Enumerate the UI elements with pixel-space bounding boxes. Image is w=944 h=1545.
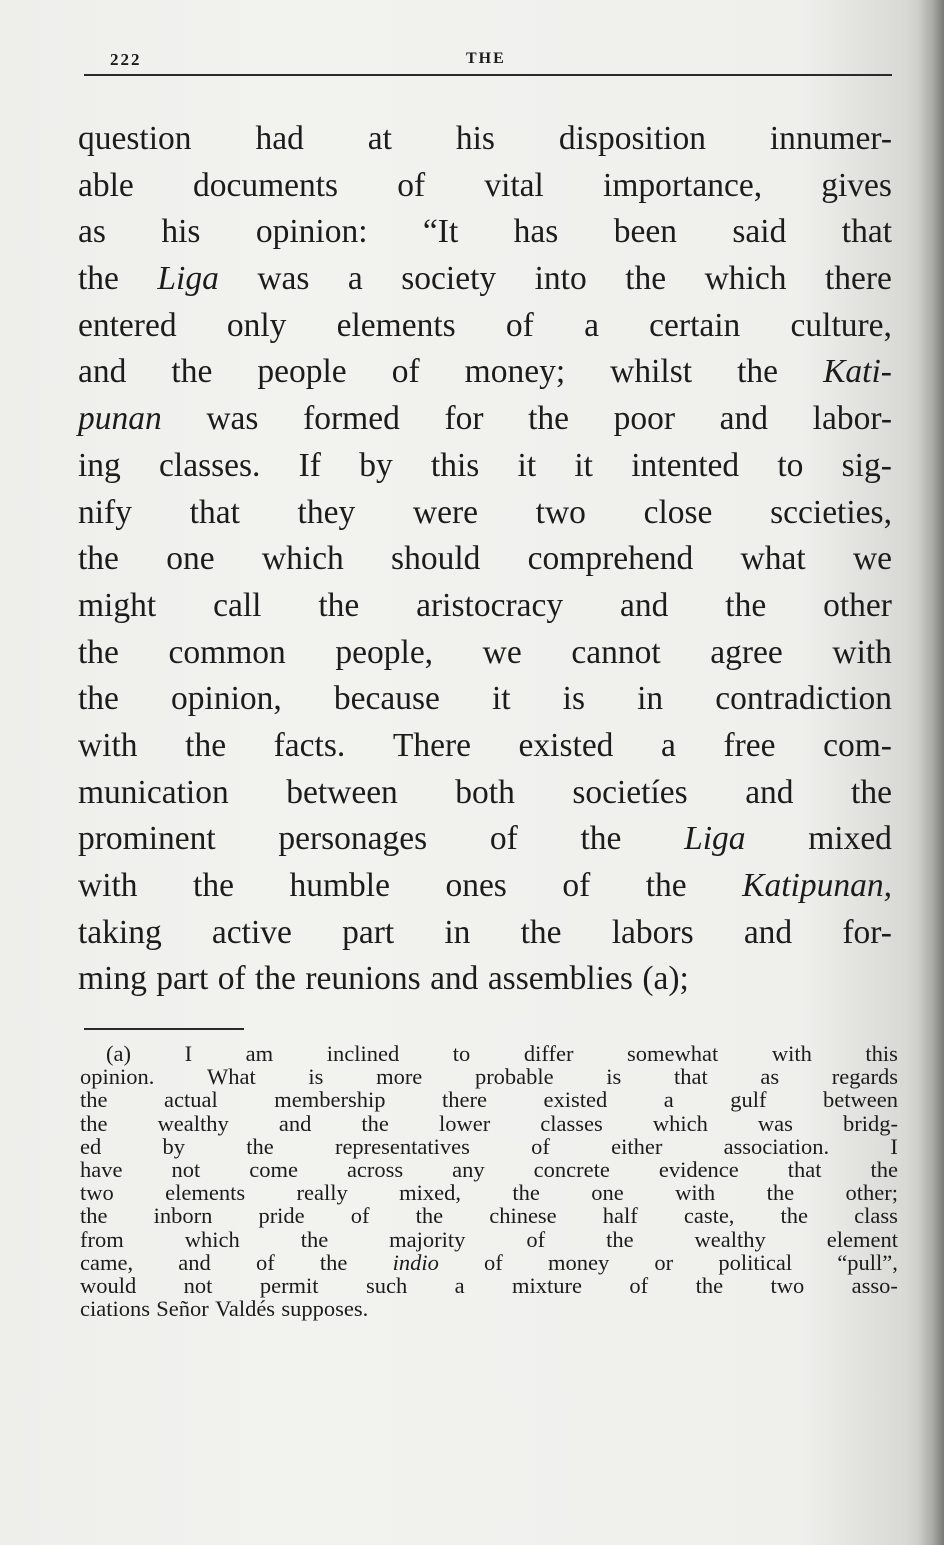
- word: opinion,: [171, 680, 282, 718]
- word: supposes.: [281, 1296, 369, 1322]
- footnote-line: [80, 1274, 898, 1297]
- word: that: [189, 493, 240, 531]
- word: for-: [842, 913, 892, 951]
- footnote-line: [80, 1042, 898, 1065]
- word: wealthy: [694, 1226, 766, 1252]
- word: which: [652, 1110, 708, 1136]
- word: the: [415, 1203, 444, 1229]
- word: for: [444, 400, 484, 438]
- word: of: [217, 960, 246, 998]
- word: have: [80, 1156, 123, 1182]
- word: of: [526, 1226, 546, 1252]
- word: one: [591, 1180, 624, 1206]
- word: There: [392, 726, 471, 764]
- word: cannot: [571, 633, 661, 671]
- footnote-line: [80, 1112, 898, 1135]
- word: the: [512, 1180, 540, 1206]
- footnote-line: [80, 1251, 898, 1274]
- word: the: [171, 353, 213, 391]
- word: has: [513, 213, 559, 251]
- word: prominent: [78, 820, 216, 858]
- word: the: [528, 400, 570, 438]
- word: nify: [78, 493, 132, 531]
- word: of: [489, 820, 518, 858]
- word: should: [391, 540, 481, 578]
- footnote-line: [80, 1228, 898, 1251]
- word: other: [823, 586, 892, 624]
- word: to: [452, 1041, 471, 1066]
- word: with: [78, 867, 138, 904]
- word: of: [391, 353, 420, 391]
- word: Liga: [157, 260, 219, 298]
- word: assemblies: [487, 960, 633, 998]
- word: opinion.: [80, 1064, 155, 1090]
- word: it: [574, 446, 593, 484]
- word: more: [376, 1064, 423, 1090]
- word: any: [452, 1156, 485, 1182]
- word: the: [80, 1110, 108, 1136]
- word: was: [206, 400, 259, 438]
- word: or: [654, 1249, 674, 1275]
- word: other;: [845, 1180, 898, 1206]
- word: had: [255, 120, 304, 157]
- word: sig-: [841, 446, 892, 484]
- word: and: [745, 773, 794, 811]
- footnote: [80, 1042, 898, 1320]
- word: ing: [78, 446, 121, 484]
- word: two: [770, 1272, 805, 1298]
- word: from: [80, 1226, 124, 1252]
- body-text: [78, 116, 892, 1003]
- word: (a): [106, 1041, 131, 1066]
- word: into: [534, 260, 587, 298]
- text-line: [78, 630, 892, 677]
- word: able: [78, 166, 134, 204]
- word: which: [184, 1226, 240, 1252]
- word: the: [780, 1203, 809, 1229]
- word: and: [178, 1249, 211, 1275]
- word: What: [207, 1064, 256, 1090]
- word: either: [611, 1133, 663, 1159]
- word: inborn: [153, 1203, 213, 1229]
- word: the: [78, 260, 119, 298]
- word: entered: [78, 306, 177, 344]
- word: they: [297, 493, 356, 531]
- word: it: [491, 680, 511, 718]
- word: Katipunan,: [742, 867, 892, 904]
- text-line: [78, 209, 892, 256]
- word: really: [296, 1180, 348, 1206]
- word: intented: [631, 446, 740, 484]
- word: poor: [613, 400, 676, 438]
- word: by: [359, 446, 393, 484]
- word: I: [890, 1133, 898, 1159]
- word: “It: [422, 213, 459, 251]
- word: ming: [78, 960, 147, 998]
- word: membership: [274, 1087, 386, 1113]
- word: (a);: [642, 960, 689, 998]
- footnote-rule: [84, 1028, 244, 1030]
- word: was: [757, 1110, 793, 1136]
- page-edge-shadow: [918, 0, 944, 1545]
- word: If: [298, 446, 321, 484]
- word: classes: [540, 1110, 603, 1136]
- word: what: [740, 540, 806, 578]
- footnote-line: [80, 1065, 898, 1088]
- word: money: [547, 1249, 610, 1275]
- word: the: [246, 1133, 274, 1159]
- word: the: [737, 353, 779, 391]
- footnote-line: [80, 1088, 898, 1111]
- word: it: [517, 446, 537, 484]
- word: the: [580, 820, 622, 858]
- footnote-line: [80, 1204, 898, 1227]
- word: a: [454, 1272, 465, 1298]
- word: the: [255, 960, 296, 998]
- word: existed: [543, 1087, 608, 1113]
- text-line: [78, 303, 892, 350]
- footnote-line: [80, 1181, 898, 1204]
- word: which: [704, 260, 787, 298]
- footnote-line: [80, 1135, 898, 1158]
- text-line: [78, 583, 892, 630]
- word: part: [156, 960, 209, 998]
- word: the: [193, 867, 234, 904]
- word: his: [161, 213, 201, 251]
- word: that: [787, 1156, 822, 1182]
- word: were: [412, 493, 478, 531]
- word: punan: [78, 400, 162, 438]
- word: element: [826, 1226, 898, 1252]
- word: I: [184, 1041, 193, 1066]
- word: that: [841, 213, 892, 251]
- word: this: [865, 1041, 898, 1066]
- word: documents: [192, 166, 339, 204]
- word: opinion:: [255, 213, 368, 251]
- word: by: [162, 1133, 185, 1159]
- word: the: [645, 867, 687, 904]
- word: a: [661, 726, 676, 764]
- word: gives: [821, 166, 892, 204]
- word: at: [367, 120, 392, 157]
- text-line: [78, 910, 892, 957]
- word: caste,: [683, 1203, 735, 1229]
- word: the: [851, 773, 892, 811]
- word: said: [732, 213, 787, 251]
- word: contradiction: [715, 680, 892, 718]
- word: Valdés: [215, 1296, 276, 1322]
- word: and: [620, 586, 669, 624]
- word: across: [346, 1156, 404, 1182]
- word: might: [78, 586, 157, 624]
- word: between: [823, 1087, 898, 1113]
- word: only: [226, 306, 287, 344]
- word: the: [606, 1226, 634, 1252]
- word: the: [319, 1249, 348, 1275]
- word: personages: [278, 820, 428, 858]
- word: the: [185, 726, 227, 764]
- word: close: [643, 493, 713, 531]
- word: formed: [303, 400, 400, 438]
- word: came,: [80, 1249, 134, 1275]
- word: the: [725, 586, 767, 624]
- word: with: [771, 1041, 812, 1066]
- word: elements: [165, 1180, 246, 1206]
- text-line: [78, 723, 892, 770]
- word: existed: [518, 726, 614, 764]
- word: two: [535, 493, 586, 531]
- word: of: [397, 166, 426, 204]
- word: somewhat: [627, 1041, 719, 1066]
- word: com-: [823, 726, 892, 764]
- word: chinese: [489, 1203, 557, 1229]
- word: bridg-: [842, 1110, 898, 1136]
- word: Kati-: [823, 353, 892, 391]
- word: inclined: [326, 1041, 400, 1066]
- word: classes.: [159, 446, 261, 484]
- word: labors: [611, 913, 694, 951]
- word: is: [562, 680, 585, 718]
- header-rule: [84, 74, 892, 76]
- word: certain: [649, 306, 741, 344]
- word: sccieties,: [770, 493, 892, 531]
- word: wealthy: [157, 1110, 229, 1136]
- word: question: [78, 120, 192, 157]
- word: a: [584, 306, 599, 344]
- page-header: [84, 44, 892, 84]
- text-line: [78, 116, 892, 163]
- text-line: [78, 490, 892, 537]
- word: in: [444, 913, 471, 951]
- word: the: [361, 1110, 389, 1136]
- word: of: [562, 867, 591, 904]
- word: aristocracy: [416, 586, 564, 624]
- word: between: [286, 773, 398, 811]
- text-line: [78, 536, 892, 583]
- word: we: [852, 540, 892, 578]
- word: of: [505, 306, 534, 344]
- word: importance,: [603, 166, 763, 204]
- text-line: [78, 163, 892, 210]
- text-line: [78, 816, 892, 863]
- text-line: [78, 956, 892, 1003]
- word: his: [455, 120, 495, 157]
- word: is: [308, 1064, 324, 1090]
- word: been: [613, 213, 677, 251]
- word: the: [80, 1087, 108, 1113]
- word: two: [80, 1180, 114, 1206]
- word: money;: [464, 353, 566, 391]
- word: societíes: [572, 773, 688, 811]
- word: agree: [710, 633, 783, 671]
- word: reunions: [305, 960, 421, 998]
- text-line: [78, 396, 892, 443]
- word: part: [342, 913, 395, 951]
- word: there: [824, 260, 892, 298]
- word: the: [78, 680, 119, 718]
- word: we: [482, 633, 522, 671]
- word: which: [261, 540, 344, 578]
- word: whilst: [610, 353, 693, 391]
- word: both: [455, 773, 515, 811]
- word: and: [78, 353, 127, 391]
- word: gulf: [730, 1087, 767, 1113]
- word: munication: [78, 773, 229, 811]
- word: pride: [258, 1203, 305, 1229]
- word: evidence: [658, 1156, 739, 1182]
- word: regards: [831, 1064, 898, 1090]
- word: and: [430, 960, 479, 998]
- word: as: [78, 213, 106, 251]
- word: as: [760, 1064, 780, 1090]
- word: association.: [723, 1133, 830, 1159]
- word: majority: [389, 1226, 466, 1252]
- word: ed: [80, 1133, 102, 1159]
- text-line: [78, 676, 892, 723]
- word: the: [78, 540, 119, 578]
- word: permit: [259, 1272, 319, 1298]
- word: the: [870, 1156, 898, 1182]
- word: a: [663, 1087, 674, 1113]
- word: ciations: [80, 1296, 150, 1322]
- word: lower: [438, 1110, 491, 1136]
- text-line: [78, 256, 892, 303]
- word: Señor: [156, 1296, 209, 1322]
- word: mixed,: [399, 1180, 461, 1206]
- word: half: [602, 1203, 638, 1229]
- word: active: [211, 913, 292, 951]
- word: not: [171, 1156, 201, 1182]
- word: of: [255, 1249, 275, 1275]
- word: such: [365, 1272, 408, 1298]
- word: of: [484, 1249, 503, 1275]
- word: differ: [523, 1041, 574, 1066]
- word: free: [723, 726, 776, 764]
- word: in: [637, 680, 664, 718]
- word: one: [166, 540, 215, 578]
- word: mixture: [512, 1272, 583, 1298]
- word: concrete: [533, 1156, 610, 1182]
- page-number: 222: [110, 50, 142, 69]
- word: would: [80, 1272, 137, 1298]
- word: with: [78, 726, 138, 764]
- word: and: [278, 1110, 312, 1136]
- word: a: [347, 260, 363, 298]
- word: comprehend: [527, 540, 694, 578]
- word: of: [531, 1133, 550, 1159]
- word: class: [854, 1203, 898, 1229]
- word: common: [168, 633, 286, 671]
- word: political: [718, 1249, 793, 1275]
- word: mixed: [808, 820, 892, 858]
- word: actual: [164, 1087, 218, 1113]
- word: society: [401, 260, 497, 298]
- word: innumer-: [769, 120, 892, 157]
- word: asso-: [851, 1272, 898, 1298]
- word: the: [78, 633, 119, 671]
- text-line: [78, 443, 892, 490]
- word: the: [695, 1272, 724, 1298]
- word: humble: [289, 867, 390, 904]
- word: this: [430, 446, 480, 484]
- word: taking: [78, 913, 162, 951]
- word: with: [832, 633, 892, 671]
- word: probable: [474, 1064, 554, 1090]
- text-line: [78, 770, 892, 817]
- word: the: [318, 586, 360, 624]
- word: the: [300, 1226, 329, 1252]
- word: with: [675, 1180, 716, 1206]
- word: the: [520, 913, 562, 951]
- word: Liga: [684, 820, 746, 858]
- word: was: [257, 260, 310, 298]
- word: call: [213, 586, 262, 624]
- text-line: [78, 863, 892, 910]
- word: indio: [392, 1249, 439, 1275]
- text-line: [78, 349, 892, 396]
- footnote-line: [80, 1297, 898, 1320]
- word: facts.: [273, 726, 346, 764]
- word: am: [245, 1041, 274, 1066]
- word: because: [333, 680, 440, 718]
- word: the: [625, 260, 667, 298]
- word: of: [629, 1272, 649, 1298]
- word: people,: [335, 633, 434, 671]
- word: of: [350, 1203, 370, 1229]
- footnote-line: [80, 1158, 898, 1181]
- running-head: THE: [466, 50, 506, 67]
- word: is: [606, 1064, 622, 1090]
- word: elements: [336, 306, 456, 344]
- word: ones: [445, 867, 507, 904]
- word: “pull”,: [837, 1249, 898, 1275]
- word: the: [766, 1180, 795, 1206]
- word: and: [719, 400, 769, 438]
- word: vital: [484, 166, 544, 204]
- word: labor-: [812, 400, 892, 438]
- word: not: [183, 1272, 213, 1298]
- word: culture,: [790, 306, 892, 344]
- word: to: [777, 446, 804, 484]
- word: and: [743, 913, 793, 951]
- word: representatives: [334, 1133, 470, 1159]
- word: people: [257, 353, 347, 391]
- word: come: [249, 1156, 298, 1182]
- word: disposition: [558, 120, 706, 157]
- word: the: [80, 1203, 108, 1229]
- word: that: [673, 1064, 708, 1090]
- word: there: [442, 1087, 487, 1113]
